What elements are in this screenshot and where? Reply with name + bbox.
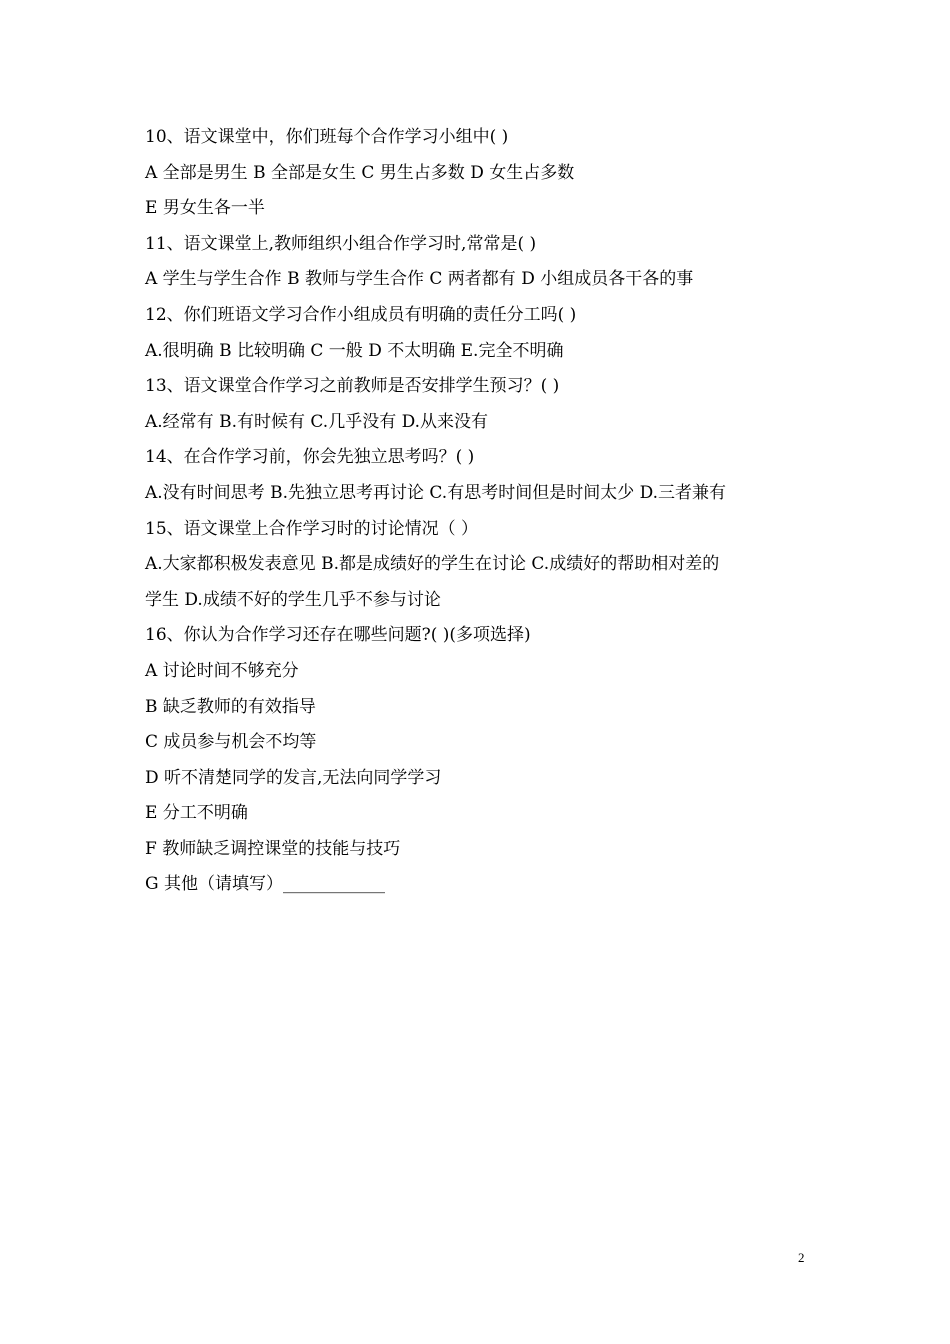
- question-10-options-line-1: A 全部是男生 B 全部是女生 C 男生占多数 D 女生占多数: [145, 162, 575, 183]
- question-15-options-line-1: A.大家都积极发表意见 B.都是成绩好的学生在讨论 C.成绩好的帮助相对差的: [145, 554, 720, 575]
- question-10-text: 10、语文课堂中，你们班每个合作学习小组中( ): [145, 127, 509, 147]
- question-10-options-line-2: E 男女生各一半: [145, 198, 265, 219]
- question-11-text: 11、语文课堂上,教师组织小组合作学习时,常常是( ): [145, 233, 537, 254]
- question-12-options: A.很明确 B 比较明确 C 一般 D 不太明确 E.完全不明确: [145, 340, 564, 361]
- question-16-option-f: F 教师缺乏调控课堂的技能与技巧: [145, 838, 401, 859]
- question-14-text: 14、在合作学习前，你会先独立思考吗？( ): [145, 447, 475, 468]
- question-14-options: A.没有时间思考 B.先独立思考再讨论 C.有思考时间但是时间太少 D.三者兼有: [145, 482, 727, 503]
- question-16-option-e: E 分工不明确: [145, 803, 248, 824]
- question-16-option-c: C 成员参与机会不均等: [145, 732, 317, 753]
- page-number: 2: [798, 1250, 805, 1265]
- question-16-option-g: G 其他（请填写）____________: [145, 874, 385, 895]
- question-16-text: 16、你认为合作学习还存在哪些问题?( )(多项选择): [145, 625, 531, 646]
- question-15-text: 15、语文课堂上合作学习时的讨论情况（ ）: [145, 518, 479, 539]
- question-16-option-b: B 缺乏教师的有效指导: [145, 696, 316, 717]
- question-list: [145, 120, 825, 903]
- question-12-text: 12、你们班语文学习合作小组成员有明确的责任分工吗( ): [145, 304, 577, 325]
- question-13-text: 13、语文课堂合作学习之前教师是否安排学生预习？( ): [145, 376, 560, 397]
- question-13-options: A.经常有 B.有时候有 C.几乎没有 D.从来没有: [145, 411, 489, 432]
- question-16-option-d: D 听不清楚同学的发言,无法向同学学习: [145, 767, 442, 788]
- question-16-option-a: A 讨论时间不够充分: [145, 660, 299, 681]
- question-11-options: A 学生与学生合作 B 教师与学生合作 C 两者都有 D 小组成员各干各的事: [145, 269, 694, 290]
- question-15-options-line-2: 学生 D.成绩不好的学生几乎不参与讨论: [145, 589, 441, 610]
